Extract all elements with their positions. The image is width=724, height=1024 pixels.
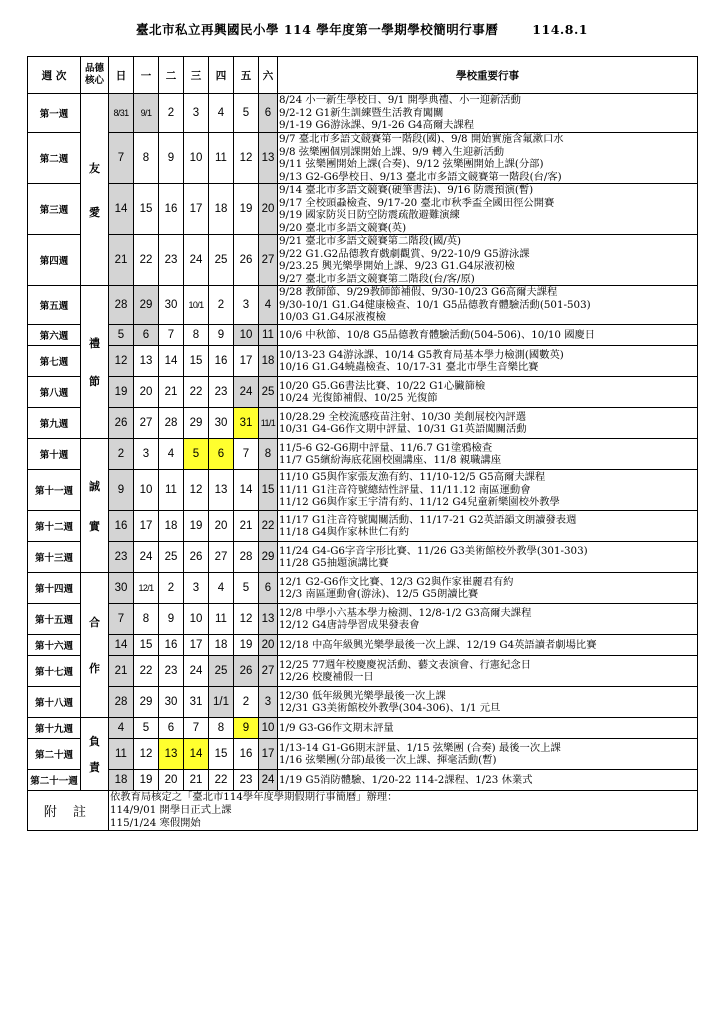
week-row bbox=[28, 635, 698, 656]
day-cell-thu: 27 bbox=[209, 542, 234, 573]
week-row bbox=[28, 286, 698, 325]
week-row bbox=[28, 346, 698, 377]
event-line: 9/7 臺北市多語文競賽第一階段(國)、9/8 開始實施含氟漱口水 bbox=[279, 133, 564, 145]
day-cell-sun: 14 bbox=[109, 635, 134, 656]
week-label: 第十二週 bbox=[28, 511, 81, 542]
notes-content bbox=[109, 791, 698, 831]
events-cell bbox=[278, 635, 698, 656]
event-line: 12/8 中學小六基本學力檢測、12/8-1/2 G3高爾夫課程 bbox=[279, 606, 532, 619]
virtue-char: 禮 bbox=[89, 337, 100, 350]
day-cell-fri: 3 bbox=[234, 286, 259, 325]
virtue-char: 負 bbox=[89, 735, 100, 748]
event-line: 8/24 小一新生學校日、9/1 開學典禮、小一迎新活動 bbox=[279, 94, 521, 107]
day-cell-mon: 8 bbox=[134, 133, 159, 184]
notes-label: 附 註 bbox=[28, 791, 109, 831]
day-cell-fri: 23 bbox=[234, 770, 259, 791]
day-cell-fri: 28 bbox=[234, 542, 259, 573]
event-line: 10/16 G1.G4蟯蟲檢查、10/17-31 臺北市學生音樂比賽 bbox=[279, 361, 539, 373]
day-cell-fri: 16 bbox=[234, 739, 259, 770]
day-cell-tue: 30 bbox=[159, 286, 184, 325]
week-header: 週 次 bbox=[28, 57, 81, 94]
day-cell-wed: 5 bbox=[184, 439, 209, 470]
week-label: 第十四週 bbox=[28, 573, 81, 604]
day-cell-sat: 27 bbox=[259, 235, 278, 286]
virtue-cell bbox=[81, 573, 109, 718]
week-row bbox=[28, 408, 698, 439]
week-label: 第二週 bbox=[28, 133, 81, 184]
day-cell-mon: 8 bbox=[134, 604, 159, 635]
day-cell-thu: 18 bbox=[209, 635, 234, 656]
day-cell-mon: 19 bbox=[134, 770, 159, 791]
event-line: 11/10 G5與作家張友漁有約、11/10-12/5 G5高爾夫課程 bbox=[279, 471, 546, 484]
virtue-char: 友 bbox=[89, 161, 100, 175]
day-cell-mon: 10 bbox=[134, 470, 159, 511]
events-cell bbox=[278, 511, 698, 542]
virtue-char: 作 bbox=[89, 662, 100, 675]
event-line: 10/31 G4-G6作文期中評量、10/31 G1英語闖關活動 bbox=[279, 423, 527, 435]
week-row bbox=[28, 656, 698, 687]
day-cell-sat: 3 bbox=[259, 687, 278, 718]
events-cell bbox=[278, 687, 698, 718]
virtue-char: 責 bbox=[89, 761, 100, 774]
day-cell-wed: 17 bbox=[184, 635, 209, 656]
virtue-char: 誠 bbox=[89, 479, 100, 493]
day-cell-wed: 17 bbox=[184, 184, 209, 235]
virtue-cell bbox=[81, 286, 109, 439]
week-label: 第八週 bbox=[28, 377, 81, 408]
events-cell bbox=[278, 94, 698, 133]
day-header-wed: 三 bbox=[184, 57, 209, 94]
week-label: 第六週 bbox=[28, 325, 81, 346]
day-cell-thu: 11 bbox=[209, 604, 234, 635]
event-line: 10/03 G1.G4尿液複檢 bbox=[279, 311, 386, 324]
day-cell-thu: 20 bbox=[209, 511, 234, 542]
day-cell-sat: 25 bbox=[259, 377, 278, 408]
day-cell-sat: 11 bbox=[259, 325, 278, 346]
day-cell-mon: 27 bbox=[134, 408, 159, 439]
events-cell bbox=[278, 573, 698, 604]
event-line: 11/5-6 G2-G6期中評量、11/6.7 G1塗鴉檢查 bbox=[279, 441, 493, 454]
day-cell-tue: 25 bbox=[159, 542, 184, 573]
week-row bbox=[28, 604, 698, 635]
day-cell-tue: 16 bbox=[159, 184, 184, 235]
day-header-sat: 六 bbox=[259, 57, 278, 94]
events-cell bbox=[278, 346, 698, 377]
notes-row bbox=[28, 791, 698, 831]
week-label: 第五週 bbox=[28, 286, 81, 325]
event-line: 11/18 G4與作家林世仁有約 bbox=[279, 526, 410, 538]
virtue-header-line1: 品德 bbox=[84, 63, 104, 74]
event-line: 10/28.29 全校流感疫苗注射、10/30 美創展校內評選 bbox=[279, 410, 527, 423]
day-cell-mon: 6 bbox=[134, 325, 159, 346]
day-cell-mon: 12 bbox=[134, 739, 159, 770]
day-cell-tue: 2 bbox=[159, 573, 184, 604]
day-cell-tue: 20 bbox=[159, 770, 184, 791]
day-cell-mon: 15 bbox=[134, 184, 159, 235]
events-cell bbox=[278, 739, 698, 770]
event-line: 11/12 G6與作家王宇清有約、11/12 G4兒童新樂園校外教學 bbox=[279, 496, 560, 509]
day-cell-sat: 18 bbox=[259, 346, 278, 377]
day-cell-fri: 14 bbox=[234, 470, 259, 511]
day-cell-sun: 18 bbox=[109, 770, 134, 791]
event-line: 11/28 G5抽題演講比賽 bbox=[279, 557, 389, 569]
day-cell-mon: 5 bbox=[134, 718, 159, 739]
day-cell-thu: 18 bbox=[209, 184, 234, 235]
event-line: 12/18 中高年級興光樂學最後一次上課、12/19 G4英語讀者劇場比賽 bbox=[279, 638, 597, 651]
week-label: 第四週 bbox=[28, 235, 81, 286]
day-cell-thu: 23 bbox=[209, 377, 234, 408]
event-line: 12/25 77週年校慶慶祝活動、藝文表演會、行憲紀念日 bbox=[279, 658, 531, 671]
day-cell-mon: 24 bbox=[134, 542, 159, 573]
event-line: 1/13-14 G1-G6期末評量、1/15 弦樂團 (合奏) 最後一次上課 bbox=[279, 741, 561, 754]
day-cell-fri: 5 bbox=[234, 94, 259, 133]
day-cell-tue: 13 bbox=[159, 739, 184, 770]
event-line: 9/20 臺北市多語文競賽(英) bbox=[279, 221, 407, 234]
day-cell-sun: 30 bbox=[109, 573, 134, 604]
week-label: 第十七週 bbox=[28, 656, 81, 687]
virtue-cell bbox=[81, 94, 109, 286]
event-line: 9/17 全校頭蝨檢查、9/17-20 臺北市秋季盃全國田徑公開賽 bbox=[279, 196, 555, 209]
day-cell-thu: 6 bbox=[209, 439, 234, 470]
day-cell-wed: 22 bbox=[184, 377, 209, 408]
event-line: 12/3 南區運動會(游泳)、12/5 G5朗讀比賽 bbox=[279, 588, 479, 600]
day-cell-mon: 12/1 bbox=[134, 573, 159, 604]
day-header-sun: 日 bbox=[109, 57, 134, 94]
events-cell bbox=[278, 770, 698, 791]
event-line: 1/16 弦樂團(分部)最後一次上課、揮毫活動(暫) bbox=[279, 754, 497, 766]
day-cell-sun: 7 bbox=[109, 604, 134, 635]
events-cell bbox=[278, 133, 698, 184]
day-cell-fri: 19 bbox=[234, 184, 259, 235]
day-cell-sat: 29 bbox=[259, 542, 278, 573]
event-line: 9/21 臺北市多語文競賽第二階段(國/英) bbox=[279, 235, 462, 247]
virtue-cell bbox=[81, 718, 109, 791]
day-cell-wed: 24 bbox=[184, 656, 209, 687]
day-cell-wed: 10 bbox=[184, 133, 209, 184]
issue-date: 114.8.1 bbox=[532, 22, 588, 37]
week-row bbox=[28, 687, 698, 718]
day-cell-wed: 8 bbox=[184, 325, 209, 346]
event-line: 9/22 G1.G2品德教育戲劇觀賞、9/22-10/9 G5游泳課 bbox=[279, 247, 530, 260]
day-cell-fri: 21 bbox=[234, 511, 259, 542]
day-cell-sun: 4 bbox=[109, 718, 134, 739]
event-line: 12/1 G2-G6作文比賽、12/3 G2與作家崔麗君有約 bbox=[279, 575, 514, 588]
week-label: 第十一週 bbox=[28, 470, 81, 511]
day-cell-sun: 14 bbox=[109, 184, 134, 235]
event-line: 10/24 光復節補假、10/25 光復節 bbox=[279, 392, 438, 404]
day-cell-tue: 21 bbox=[159, 377, 184, 408]
day-cell-thu: 2 bbox=[209, 286, 234, 325]
day-cell-thu: 22 bbox=[209, 770, 234, 791]
day-cell-sun: 8/31 bbox=[109, 94, 134, 133]
school-calendar-table bbox=[27, 56, 698, 831]
events-cell bbox=[278, 325, 698, 346]
day-cell-sat: 6 bbox=[259, 94, 278, 133]
day-cell-wed: 14 bbox=[184, 739, 209, 770]
day-cell-thu: 25 bbox=[209, 656, 234, 687]
event-line: 11/17 G1注音符號闖關活動、11/17-21 G2英語韻文朗讀發表週 bbox=[279, 513, 577, 526]
day-header-mon: 一 bbox=[134, 57, 159, 94]
day-cell-mon: 29 bbox=[134, 687, 159, 718]
event-line: 9/11 弦樂團開始上課(合奏)、9/12 弦樂團開始上課(分部) bbox=[279, 158, 544, 170]
event-line: 1/9 G3-G6作文期末評量 bbox=[279, 721, 394, 734]
week-row bbox=[28, 511, 698, 542]
week-label: 第十八週 bbox=[28, 687, 81, 718]
day-cell-fri: 26 bbox=[234, 235, 259, 286]
day-cell-sat: 8 bbox=[259, 439, 278, 470]
week-row bbox=[28, 235, 698, 286]
day-cell-mon: 20 bbox=[134, 377, 159, 408]
week-label: 第十五週 bbox=[28, 604, 81, 635]
events-header: 學校重要行事 bbox=[278, 57, 698, 94]
day-cell-sat: 15 bbox=[259, 470, 278, 511]
virtue-cell bbox=[81, 439, 109, 573]
virtue-header bbox=[81, 57, 109, 94]
day-cell-thu: 4 bbox=[209, 94, 234, 133]
day-cell-tue: 6 bbox=[159, 718, 184, 739]
week-label: 第一週 bbox=[28, 94, 81, 133]
day-cell-tue: 23 bbox=[159, 656, 184, 687]
day-cell-tue: 28 bbox=[159, 408, 184, 439]
event-line: 10/20 G5.G6書法比賽、10/22 G1心臟篩檢 bbox=[279, 379, 486, 392]
day-cell-tue: 18 bbox=[159, 511, 184, 542]
day-cell-thu: 4 bbox=[209, 573, 234, 604]
event-line: 9/27 臺北市多語文競賽第二階段(台/客/原) bbox=[279, 272, 475, 285]
day-cell-thu: 8 bbox=[209, 718, 234, 739]
day-cell-fri: 31 bbox=[234, 408, 259, 439]
events-cell bbox=[278, 542, 698, 573]
event-line: 1/19 G5消防體驗、1/20-22 114-2課程、1/23 休業式 bbox=[279, 773, 533, 786]
header-row bbox=[28, 57, 698, 94]
day-cell-wed: 29 bbox=[184, 408, 209, 439]
day-cell-thu: 1/1 bbox=[209, 687, 234, 718]
day-cell-sun: 21 bbox=[109, 235, 134, 286]
week-label: 第十週 bbox=[28, 439, 81, 470]
day-cell-wed: 3 bbox=[184, 94, 209, 133]
day-cell-sun: 9 bbox=[109, 470, 134, 511]
day-cell-wed: 3 bbox=[184, 573, 209, 604]
day-cell-wed: 26 bbox=[184, 542, 209, 573]
event-line: 10/6 中秋節、10/8 G5品德教育體驗活動(504-506)、10/10 國慶日 bbox=[279, 328, 596, 341]
day-cell-sat: 22 bbox=[259, 511, 278, 542]
events-cell bbox=[278, 286, 698, 325]
day-cell-sun: 28 bbox=[109, 687, 134, 718]
week-label: 第二十週 bbox=[28, 739, 81, 770]
day-cell-mon: 3 bbox=[134, 439, 159, 470]
day-cell-thu: 11 bbox=[209, 133, 234, 184]
week-row bbox=[28, 377, 698, 408]
day-cell-thu: 30 bbox=[209, 408, 234, 439]
event-line: 12/31 G3美術館校外教學(304-306)、1/1 元旦 bbox=[279, 702, 501, 714]
event-line: 11/7 G5繽紛海底花園校園講座、11/8 親職講座 bbox=[279, 454, 502, 466]
day-cell-fri: 12 bbox=[234, 133, 259, 184]
week-row bbox=[28, 184, 698, 235]
event-line: 9/13 G2-G6學校日、9/13 臺北市多語文競賽第一階段(台/客) bbox=[279, 170, 562, 183]
week-label: 第九週 bbox=[28, 408, 81, 439]
day-cell-fri: 9 bbox=[234, 718, 259, 739]
event-line: 9/14 臺北市多語文競賽(硬筆書法)、9/16 防震預演(暫) bbox=[279, 184, 534, 196]
day-cell-thu: 25 bbox=[209, 235, 234, 286]
events-cell bbox=[278, 439, 698, 470]
day-cell-mon: 13 bbox=[134, 346, 159, 377]
events-cell bbox=[278, 470, 698, 511]
day-cell-sat: 4 bbox=[259, 286, 278, 325]
week-label: 第七週 bbox=[28, 346, 81, 377]
calendar-title: 臺北市私立再興國民小學 114 學年度第一學期學校簡明行事曆 bbox=[135, 22, 499, 37]
event-line: 9/2-12 G1新生訓練暨生活教育闖關 bbox=[279, 106, 444, 119]
day-cell-tue: 9 bbox=[159, 133, 184, 184]
event-line: 9/28 教師節、9/29教師節補假、9/30-10/23 G6高爾夫課程 bbox=[279, 286, 558, 299]
day-cell-sun: 5 bbox=[109, 325, 134, 346]
day-cell-tue: 4 bbox=[159, 439, 184, 470]
events-cell bbox=[278, 235, 698, 286]
virtue-char: 實 bbox=[89, 519, 100, 533]
day-cell-wed: 15 bbox=[184, 346, 209, 377]
day-cell-sun: 2 bbox=[109, 439, 134, 470]
events-cell bbox=[278, 184, 698, 235]
virtue-char: 節 bbox=[89, 375, 100, 388]
day-cell-mon: 9/1 bbox=[134, 94, 159, 133]
week-row bbox=[28, 739, 698, 770]
event-line: 9/8 弦樂團個別課開始上課、9/9 轉入生迎新活動 bbox=[279, 145, 505, 158]
day-cell-tue: 11 bbox=[159, 470, 184, 511]
day-cell-wed: 12 bbox=[184, 470, 209, 511]
day-cell-sun: 19 bbox=[109, 377, 134, 408]
day-cell-fri: 17 bbox=[234, 346, 259, 377]
week-row bbox=[28, 94, 698, 133]
notes-line: 114/9/01 開學日正式上課 bbox=[110, 804, 232, 816]
events-cell bbox=[278, 656, 698, 687]
week-row bbox=[28, 573, 698, 604]
day-cell-sat: 17 bbox=[259, 739, 278, 770]
event-line: 11/11 G1注音符號總結性評量、11/11.12 南區運動會 bbox=[279, 483, 531, 496]
day-cell-fri: 5 bbox=[234, 573, 259, 604]
day-cell-sat: 20 bbox=[259, 184, 278, 235]
week-row bbox=[28, 439, 698, 470]
page-title bbox=[0, 20, 724, 46]
day-cell-fri: 26 bbox=[234, 656, 259, 687]
week-label: 第十九週 bbox=[28, 718, 81, 739]
day-cell-sat: 6 bbox=[259, 573, 278, 604]
day-cell-sat: 10 bbox=[259, 718, 278, 739]
day-cell-tue: 9 bbox=[159, 604, 184, 635]
week-label: 第十六週 bbox=[28, 635, 81, 656]
event-line: 12/12 G4唐詩學習成果發表會 bbox=[279, 619, 420, 631]
day-cell-wed: 10 bbox=[184, 604, 209, 635]
week-label: 第二十一週 bbox=[28, 770, 81, 791]
day-cell-thu: 13 bbox=[209, 470, 234, 511]
day-cell-sun: 7 bbox=[109, 133, 134, 184]
virtue-char: 愛 bbox=[89, 205, 100, 219]
day-cell-mon: 29 bbox=[134, 286, 159, 325]
day-header-thu: 四 bbox=[209, 57, 234, 94]
day-cell-wed: 24 bbox=[184, 235, 209, 286]
day-cell-wed: 21 bbox=[184, 770, 209, 791]
day-cell-wed: 31 bbox=[184, 687, 209, 718]
week-row bbox=[28, 770, 698, 791]
virtue-header-line2: 核心 bbox=[84, 75, 104, 86]
day-cell-wed: 7 bbox=[184, 718, 209, 739]
event-line: 10/13-23 G4游泳課、10/14 G5教育局基本學力檢測(國數英) bbox=[279, 348, 564, 361]
events-cell bbox=[278, 604, 698, 635]
day-cell-sun: 26 bbox=[109, 408, 134, 439]
day-cell-fri: 19 bbox=[234, 635, 259, 656]
day-cell-sat: 11/1 bbox=[259, 408, 278, 439]
day-cell-tue: 16 bbox=[159, 635, 184, 656]
day-cell-sat: 13 bbox=[259, 133, 278, 184]
week-row bbox=[28, 470, 698, 511]
day-cell-sat: 27 bbox=[259, 656, 278, 687]
week-row bbox=[28, 325, 698, 346]
week-row bbox=[28, 133, 698, 184]
day-cell-fri: 12 bbox=[234, 604, 259, 635]
day-cell-fri: 10 bbox=[234, 325, 259, 346]
events-cell bbox=[278, 718, 698, 739]
day-cell-fri: 24 bbox=[234, 377, 259, 408]
event-line: 9/30-10/1 G1.G4健康檢查、10/1 G5品德教育體驗活動(501-503) bbox=[279, 298, 591, 311]
day-cell-mon: 15 bbox=[134, 635, 159, 656]
event-line: 9/19 國家防災日防空防震疏散避難演練 bbox=[279, 209, 460, 221]
day-cell-thu: 16 bbox=[209, 346, 234, 377]
day-cell-tue: 23 bbox=[159, 235, 184, 286]
day-cell-fri: 7 bbox=[234, 439, 259, 470]
week-label: 第三週 bbox=[28, 184, 81, 235]
day-cell-tue: 14 bbox=[159, 346, 184, 377]
day-cell-wed: 10/1 bbox=[184, 286, 209, 325]
virtue-char: 合 bbox=[89, 616, 100, 629]
day-cell-mon: 22 bbox=[134, 235, 159, 286]
day-cell-sun: 11 bbox=[109, 739, 134, 770]
day-cell-sat: 13 bbox=[259, 604, 278, 635]
day-cell-thu: 15 bbox=[209, 739, 234, 770]
day-cell-fri: 2 bbox=[234, 687, 259, 718]
day-header-tue: 二 bbox=[159, 57, 184, 94]
notes-line: 115/1/24 寒假開始 bbox=[110, 817, 201, 829]
day-cell-mon: 22 bbox=[134, 656, 159, 687]
day-cell-mon: 17 bbox=[134, 511, 159, 542]
day-cell-sun: 23 bbox=[109, 542, 134, 573]
day-cell-tue: 30 bbox=[159, 687, 184, 718]
day-cell-sat: 20 bbox=[259, 635, 278, 656]
day-header-fri: 五 bbox=[234, 57, 259, 94]
events-cell bbox=[278, 377, 698, 408]
day-cell-tue: 7 bbox=[159, 325, 184, 346]
day-cell-sun: 12 bbox=[109, 346, 134, 377]
event-line: 12/26 校慶補假一日 bbox=[279, 671, 374, 683]
day-cell-sun: 21 bbox=[109, 656, 134, 687]
day-cell-tue: 2 bbox=[159, 94, 184, 133]
day-cell-sat: 24 bbox=[259, 770, 278, 791]
week-label: 第十三週 bbox=[28, 542, 81, 573]
day-cell-sun: 28 bbox=[109, 286, 134, 325]
week-row bbox=[28, 542, 698, 573]
event-line: 12/30 低年級興光樂學最後一次上課 bbox=[279, 689, 446, 702]
event-line: 11/24 G4-G6字音字形比賽、11/26 G3美術館校外教學(301-303) bbox=[279, 544, 588, 557]
event-line: 9/1-19 G6游泳課、9/1-26 G4高爾夫課程 bbox=[279, 119, 475, 132]
notes-line: 依教育局核定之「臺北市114學年度學期假期行事簡曆」辦理： bbox=[110, 791, 398, 803]
day-cell-sun: 16 bbox=[109, 511, 134, 542]
day-cell-wed: 19 bbox=[184, 511, 209, 542]
day-cell-thu: 9 bbox=[209, 325, 234, 346]
event-line: 9/23.25 興光樂學開始上課、9/23 G1.G4尿液初檢 bbox=[279, 260, 515, 272]
events-cell bbox=[278, 408, 698, 439]
week-row bbox=[28, 718, 698, 739]
